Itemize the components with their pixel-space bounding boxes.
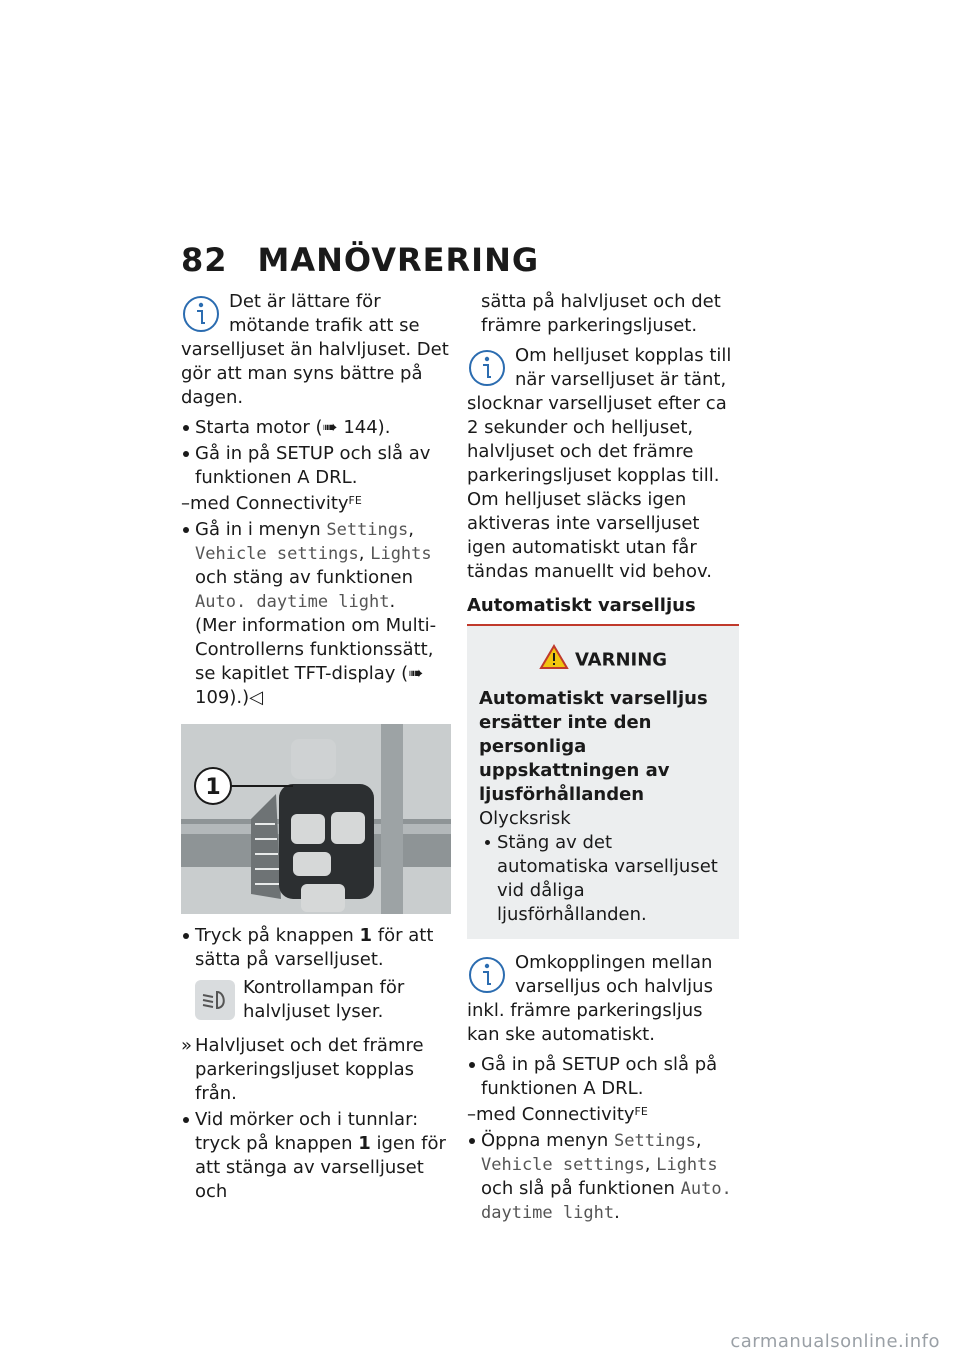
step-text: Gå in på SETUP och slå på funktionen A DRL. (481, 1054, 718, 1099)
warning-label: VARNING (574, 649, 668, 671)
low-beam-indicator-icon (195, 980, 235, 1020)
info-text: Det är lättare för mötande trafik att se varselljuset än halvljuset. Det gör att man syns bättre på dagen. (181, 291, 449, 408)
info-icon (467, 348, 507, 388)
button-ref: 1 (359, 925, 373, 946)
step-text: Gå in i menyn (195, 519, 327, 540)
step-setup (181, 442, 451, 490)
menu-vehicle-settings: Vehicle settings (195, 544, 359, 564)
superscript: FE (634, 1105, 648, 1118)
step-start-engine (181, 416, 451, 440)
result-text: Halvljuset och det främre parkeringsljuset kopplas från. (195, 1035, 424, 1104)
superscript: FE (348, 494, 362, 507)
menu-settings: Settings (613, 1131, 696, 1151)
step-text: igen för att stänga av varselljuset och (195, 1133, 446, 1202)
menu-settings: Settings (326, 520, 409, 540)
step-setup-on (467, 1053, 739, 1101)
page-number: 82 (181, 241, 228, 279)
menu-vehicle-settings: Vehicle settings (481, 1155, 645, 1175)
info-text: Om helljuset kopplas till när varselljuset är tänt, slocknar varselljuset efter ca 2 sekunder och helljuset, halvljuset och det främre parkeringsljuset kopplas till. (467, 345, 732, 486)
page-ref: 109).) (195, 687, 250, 708)
step-text: Vid mörker och i tunnlar: tryck på knappen (195, 1109, 419, 1154)
indicator-note (181, 976, 451, 1024)
right-column (467, 290, 739, 1227)
menu-auto-daytime: Auto. daytime light (195, 592, 390, 612)
menu-lights: Lights (656, 1155, 718, 1175)
page-title: MANÖVRERING (257, 241, 540, 279)
step-open-menu: Öppna menyn Settings, Vehicle settings, Lights och slå på funktionen Auto. daytime light. (467, 1129, 739, 1225)
step-text: Tryck på knappen (195, 925, 360, 946)
arrow-ref-icon: ➠ (408, 663, 424, 684)
arrow-ref-icon: ➠ (322, 417, 344, 438)
info-text: Omkopplingen mellan varselljus och halvljus inkl. främre parkeringsljus kan ske automatiskt. (467, 952, 713, 1045)
page-ref: 144). (343, 417, 391, 438)
watermark: carmanualsonline.info (730, 1331, 940, 1352)
info-note-auto (467, 951, 739, 1047)
condition-text: –med Connectivity (181, 493, 349, 514)
info-icon (181, 294, 221, 334)
step-text: och slå på funktionen (481, 1178, 681, 1199)
page-header (181, 240, 539, 280)
result-line (181, 1034, 451, 1106)
menu-lights: Lights (370, 544, 432, 564)
warning-action: Stäng av det automatiska varselljuset vid dåliga ljusförhållanden. (479, 831, 727, 927)
step-menu: Gå in i menyn Settings, Vehicle settings, Lights och stäng av funktionen Auto. daytime light. (Mer information om Multi-Controllerns funktionssätt, se kapitlet TFT-display (➠ 109).)◁ (181, 518, 451, 710)
end-mark-icon: ◁ (249, 687, 263, 708)
callout-1: 1 (205, 775, 221, 800)
info-icon (467, 955, 507, 995)
left-column (181, 290, 451, 1206)
step-press-button (181, 924, 451, 972)
handlebar-switch-photo (181, 724, 451, 914)
warning-risk: Olycksrisk (479, 808, 571, 829)
step-text: och stäng av funktionen (195, 567, 414, 588)
warning-box (467, 624, 739, 939)
section-title: Automatiskt varselljus (467, 595, 696, 616)
more-info-text: (Mer information om Multi-Controllerns funktionssätt, se kapitlet TFT-display (195, 615, 437, 684)
warning-title: Automatiskt varselljus ersätter inte den personliga uppskattningen av ljusförhållanden (479, 688, 708, 805)
button-ref: 1 (358, 1133, 371, 1154)
step-text: Gå in på SETUP och slå av funktionen A DRL. (195, 443, 431, 488)
step-text: Starta motor ( (195, 417, 323, 438)
info-note-highbeam (467, 344, 739, 488)
result-mark: » (181, 1035, 193, 1056)
info-text-2: Om helljuset släcks igen aktiveras inte varselljuset igen automatiskt utan får tändas manuellt vid behov. (467, 489, 712, 582)
connectivity-condition (181, 492, 451, 516)
step-text: för att sätta på varselljuset. (195, 925, 434, 970)
step-text: Öppna menyn (481, 1130, 614, 1151)
condition-text: –med Connectivity (467, 1104, 635, 1125)
warning-heading (479, 644, 727, 677)
warning-triangle-icon (539, 644, 569, 677)
continued-text: sätta på halvljuset och det främre parkeringsljuset. (481, 291, 721, 336)
info-note (181, 290, 451, 410)
indicator-text: Kontrollampan för halvljuset lyser. (243, 977, 405, 1022)
connectivity-condition (467, 1103, 739, 1127)
step-tunnel (181, 1108, 451, 1204)
menu-auto-daytime: Auto. daytime light (481, 1179, 732, 1223)
